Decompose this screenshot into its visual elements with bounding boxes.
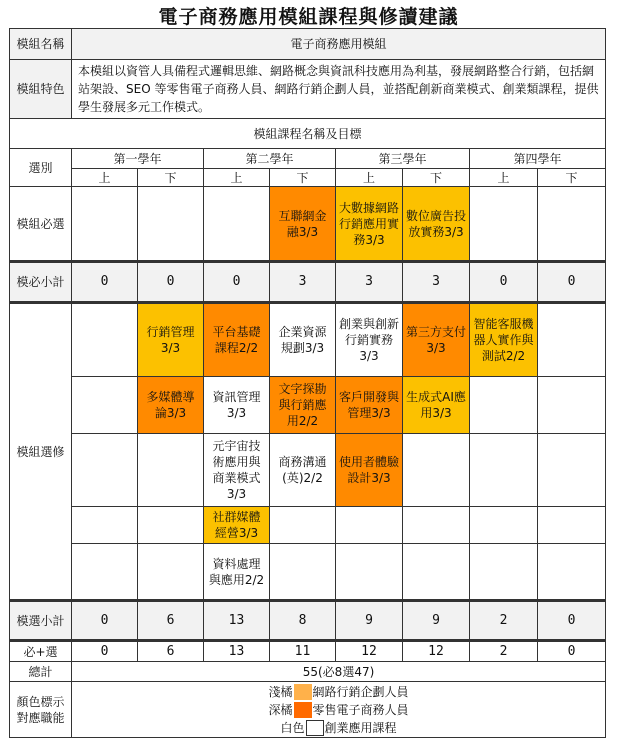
- empty-cell: [138, 544, 204, 601]
- elective-subtotal-value: 6: [138, 601, 204, 641]
- required-subtotal-value: 3: [403, 262, 470, 303]
- elective-course: 企業資源規劃3/3: [270, 303, 336, 377]
- total-label: 必+選: [10, 641, 72, 662]
- total-value: 0: [538, 641, 606, 662]
- empty-cell: [72, 303, 138, 377]
- semester-header: 上: [204, 169, 270, 187]
- empty-cell: [72, 187, 138, 262]
- elective-course: 文字探勘與行銷應用2/2: [270, 377, 336, 434]
- legend-item: [75, 683, 602, 701]
- required-subtotal-value: 3: [336, 262, 403, 303]
- elective-subtotal-value: 2: [470, 601, 538, 641]
- legend-label: 顏色標示對應職能: [10, 682, 72, 738]
- required-subtotal-label: 模必小計: [10, 262, 72, 303]
- required-subtotal-value: 0: [538, 262, 606, 303]
- elective-course: 智能客服機器人實作與測試2/2: [470, 303, 538, 377]
- legend-swatch: [294, 702, 312, 718]
- module-feature-label: 模組特色: [10, 60, 72, 119]
- course-table: [9, 28, 606, 738]
- required-course: 互聯網金融3/3: [270, 187, 336, 262]
- empty-cell: [336, 544, 403, 601]
- elective-course: 行銷管理3/3: [138, 303, 204, 377]
- elective-course: 元宇宙技術應用與商業模式3/3: [204, 434, 270, 507]
- empty-cell: [470, 507, 538, 544]
- legend-color-name: 淺橘: [268, 684, 293, 699]
- semester-header: 下: [538, 169, 606, 187]
- elective-label: 模組選修: [10, 303, 72, 601]
- grand-total-value: 55(必8選47): [72, 662, 606, 682]
- empty-cell: [470, 187, 538, 262]
- required-subtotal-value: 0: [72, 262, 138, 303]
- required-course: 大數據網路行銷應用實務3/3: [336, 187, 403, 262]
- semester-header: 上: [470, 169, 538, 187]
- required-subtotal-value: 3: [270, 262, 336, 303]
- total-value: 12: [336, 641, 403, 662]
- legend-color-name: 深橘: [268, 702, 293, 717]
- total-value: 11: [270, 641, 336, 662]
- empty-cell: [538, 507, 606, 544]
- elective-course: 平台基礎課程2/2: [204, 303, 270, 377]
- empty-cell: [270, 544, 336, 601]
- elective-course: 第三方支付3/3: [403, 303, 470, 377]
- empty-cell: [538, 544, 606, 601]
- legend-swatch: [294, 684, 312, 700]
- elective-subtotal-label: 模選小計: [10, 601, 72, 641]
- elective-course: 商務溝通(英)2/2: [270, 434, 336, 507]
- empty-cell: [538, 434, 606, 507]
- empty-cell: [270, 507, 336, 544]
- total-value: 6: [138, 641, 204, 662]
- category-label: 選別: [10, 149, 72, 187]
- empty-cell: [72, 507, 138, 544]
- semester-header: 上: [336, 169, 403, 187]
- elective-subtotal-value: 9: [336, 601, 403, 641]
- legend-swatch: [306, 720, 324, 736]
- required-subtotal-value: 0: [204, 262, 270, 303]
- empty-cell: [336, 507, 403, 544]
- empty-cell: [538, 303, 606, 377]
- legend-item: [75, 701, 602, 719]
- empty-cell: [538, 377, 606, 434]
- empty-cell: [470, 544, 538, 601]
- module-feature-text: 本模組以資管人具備程式邏輯思維、網路概念與資訊科技應用為利基，發展網路整合行銷，包括網站架設、SEO 等零售電子商務人員、網路行銷企劃人員，並搭配創新商業模式、創業類課程，提供學生發展多元工作模式。: [72, 60, 606, 119]
- legend-role: 網路行銷企劃人員: [312, 684, 409, 699]
- legend-item: [75, 719, 602, 737]
- year-header: 第四學年: [470, 149, 606, 169]
- total-value: 0: [72, 641, 138, 662]
- empty-cell: [538, 187, 606, 262]
- total-value: 12: [403, 641, 470, 662]
- semester-header: 下: [138, 169, 204, 187]
- semester-header: 上: [72, 169, 138, 187]
- empty-cell: [403, 434, 470, 507]
- elective-subtotal-value: 0: [72, 601, 138, 641]
- elective-course: 生成式AI應用3/3: [403, 377, 470, 434]
- legend-role: 創業應用課程: [324, 720, 397, 735]
- empty-cell: [72, 434, 138, 507]
- year-header: 第三學年: [336, 149, 470, 169]
- legend-color-name: 白色: [280, 720, 305, 735]
- elective-course: 社群媒體經營3/3: [204, 507, 270, 544]
- page-title: 電子商務應用模組課程與修讀建議: [158, 6, 459, 28]
- elective-course: 資料處理與應用2/2: [204, 544, 270, 601]
- elective-subtotal-value: 9: [403, 601, 470, 641]
- required-course: 數位廣告投放實務3/3: [403, 187, 470, 262]
- elective-course: 資訊管理3/3: [204, 377, 270, 434]
- required-label: 模組必選: [10, 187, 72, 262]
- empty-cell: [204, 187, 270, 262]
- grand-total-label: 總計: [10, 662, 72, 682]
- module-name-label: 模組名稱: [10, 29, 72, 60]
- year-header: 第二學年: [204, 149, 336, 169]
- empty-cell: [138, 434, 204, 507]
- empty-cell: [72, 544, 138, 601]
- empty-cell: [138, 187, 204, 262]
- elective-subtotal-value: 13: [204, 601, 270, 641]
- total-value: 2: [470, 641, 538, 662]
- legend-role: 零售電子商務人員: [312, 702, 409, 717]
- module-name-value: 電子商務應用模組: [72, 29, 606, 60]
- empty-cell: [138, 507, 204, 544]
- empty-cell: [72, 377, 138, 434]
- legend: [72, 682, 606, 738]
- course-list-header: 模組課程名稱及目標: [10, 119, 606, 149]
- year-header: 第一學年: [72, 149, 204, 169]
- elective-subtotal-value: 0: [538, 601, 606, 641]
- elective-course: 使用者體驗設計3/3: [336, 434, 403, 507]
- elective-course: 創業與創新行銷實務3/3: [336, 303, 403, 377]
- elective-course: 客戶開發與管理3/3: [336, 377, 403, 434]
- required-subtotal-value: 0: [138, 262, 204, 303]
- elective-subtotal-value: 8: [270, 601, 336, 641]
- empty-cell: [470, 377, 538, 434]
- empty-cell: [403, 544, 470, 601]
- total-value: 13: [204, 641, 270, 662]
- semester-header: 下: [403, 169, 470, 187]
- semester-header: 下: [270, 169, 336, 187]
- empty-cell: [470, 434, 538, 507]
- empty-cell: [403, 507, 470, 544]
- elective-course: 多媒體導論3/3: [138, 377, 204, 434]
- required-subtotal-value: 0: [470, 262, 538, 303]
